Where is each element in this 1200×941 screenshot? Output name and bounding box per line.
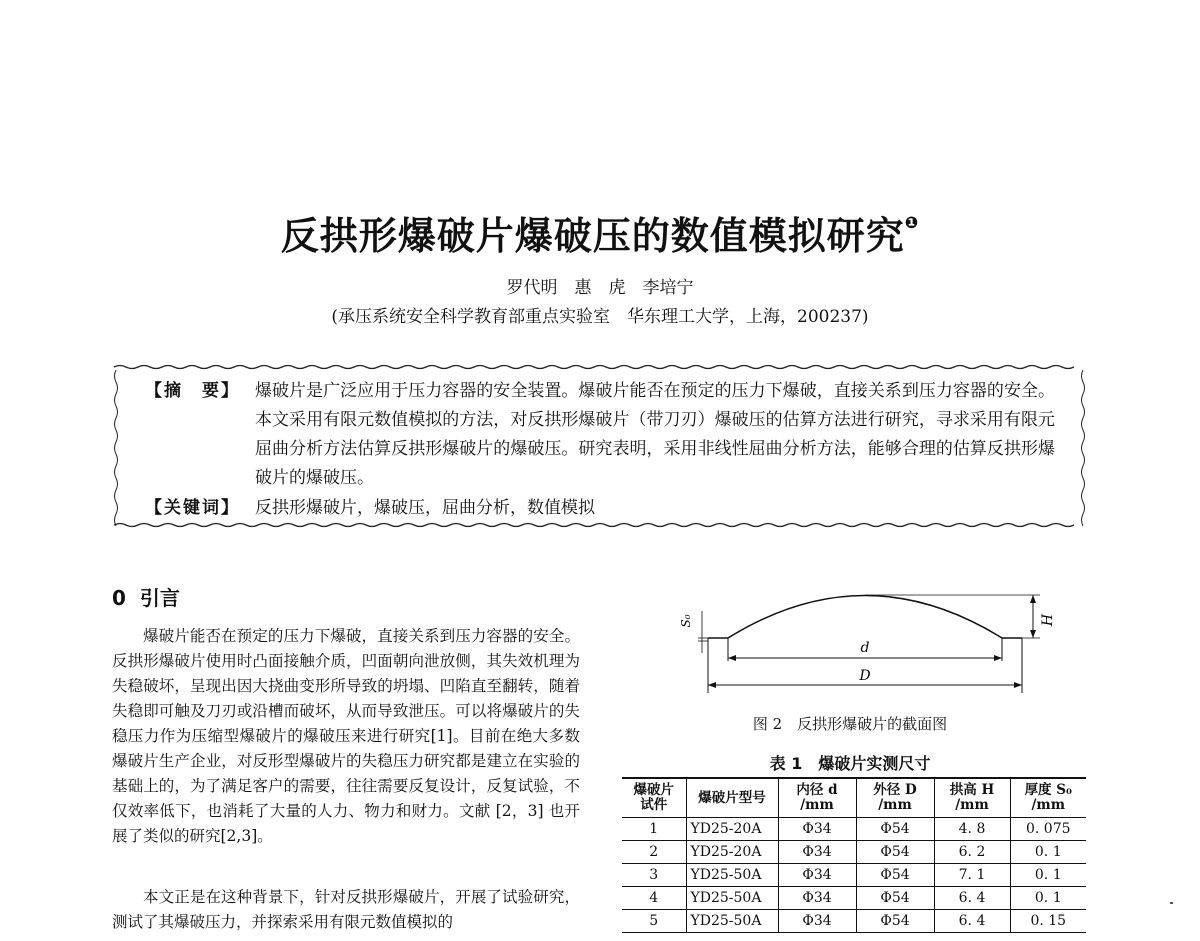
label-S0: S₀ — [679, 614, 693, 628]
cell-inner-diameter: Φ34 — [778, 864, 856, 887]
authors: 罗代明 惠 虎 李培宁 — [506, 278, 694, 298]
cell-thickness: 0. 1 — [1010, 864, 1086, 887]
cell-model: YD25-50A — [686, 910, 778, 933]
keywords-label: 【关键词】 — [145, 498, 240, 518]
paper-title — [0, 205, 1200, 260]
abstract-text: 爆破片是广泛应用于压力容器的安全装置。爆破片能否在预定的压力下爆破，直接关系到压力容器的安全。本文采用有限元数值模拟的方法，对反拱形爆破片（带刀刃）爆破压的估算方法进行研究，寻求采用有限元屈曲分析方法估算反拱形爆破片的爆破压。研究表明，采用非线性屈曲分析方法，能够合理的估算反拱形爆破片的爆破压。 — [255, 381, 1055, 488]
label-H: H — [1040, 613, 1056, 627]
table-row — [622, 887, 1086, 910]
scan-speck — [1170, 902, 1173, 904]
header-outer-diameter: 外径 D /mm — [856, 778, 934, 818]
table-row — [622, 841, 1086, 864]
cell-inner-diameter: Φ34 — [778, 887, 856, 910]
cell-specimen: 3 — [622, 864, 686, 887]
label-d: d — [860, 640, 870, 656]
cell-model: YD25-50A — [686, 887, 778, 910]
cell-arch-height: 7. 1 — [934, 864, 1010, 887]
section-title: 引言 — [139, 586, 180, 610]
cell-outer-diameter: Φ54 — [856, 887, 934, 910]
cell-inner-diameter: Φ34 — [778, 841, 856, 864]
cell-inner-diameter: Φ34 — [778, 818, 856, 841]
cross-section-figure — [660, 583, 1060, 698]
label-D: D — [859, 668, 871, 684]
table-caption: 表 1 爆破片实测尺寸 — [769, 754, 931, 773]
footnote-marker: ❶ — [904, 213, 920, 232]
cell-thickness: 0. 075 — [1010, 818, 1086, 841]
cell-thickness: 0. 1 — [1010, 887, 1086, 910]
cell-outer-diameter: Φ54 — [856, 818, 934, 841]
header-model: 爆破片型号 — [686, 778, 778, 818]
section-number: 0 — [112, 586, 126, 610]
table-row — [622, 910, 1086, 933]
cell-thickness: 0. 15 — [1010, 910, 1086, 933]
cell-arch-height: 6. 2 — [934, 841, 1010, 864]
dimension-table — [622, 777, 1086, 933]
cell-model: YD25-20A — [686, 841, 778, 864]
cell-specimen: 5 — [622, 910, 686, 933]
cell-model: YD25-50A — [686, 864, 778, 887]
cell-model: YD25-20A — [686, 818, 778, 841]
title-text: 反拱形爆破片爆破压的数值模拟研究 — [280, 214, 905, 258]
paragraph-2: 本文正是在这种背景下，针对反拱形爆破片，开展了试验研究，测试了其爆破压力，并探索采用有限元数值模拟的 — [112, 888, 580, 931]
table-row — [622, 818, 1086, 841]
keywords-text: 反拱形爆破片，爆破压，屈曲分析，数值模拟 — [255, 498, 595, 518]
cell-thickness: 0. 1 — [1010, 841, 1086, 864]
header-specimen: 爆破片 试件 — [622, 778, 686, 818]
cell-outer-diameter: Φ54 — [856, 864, 934, 887]
affiliation: (承压系统安全科学教育部重点实验室 华东理工大学，上海，200237) — [331, 307, 869, 327]
header-inner-diameter: 内径 d /mm — [778, 778, 856, 818]
cell-arch-height: 6. 4 — [934, 910, 1010, 933]
figure-caption: 图 2 反拱形爆破片的截面图 — [752, 715, 948, 733]
cell-outer-diameter: Φ54 — [856, 910, 934, 933]
cell-specimen: 4 — [622, 887, 686, 910]
cell-specimen: 1 — [622, 818, 686, 841]
cell-outer-diameter: Φ54 — [856, 841, 934, 864]
cell-arch-height: 6. 4 — [934, 887, 1010, 910]
header-arch-height: 拱高 H /mm — [934, 778, 1010, 818]
table-row — [622, 864, 1086, 887]
cell-inner-diameter: Φ34 — [778, 910, 856, 933]
cell-arch-height: 4. 8 — [934, 818, 1010, 841]
cell-specimen: 2 — [622, 841, 686, 864]
table-header-row — [622, 778, 1086, 818]
header-thickness: 厚度 S₀ /mm — [1010, 778, 1086, 818]
abstract-label: 【摘 要】 — [145, 381, 240, 401]
disc-profile — [708, 596, 1022, 639]
paragraph-1: 爆破片能否在预定的压力下爆破，直接关系到压力容器的安全。反拱形爆破片使用时凸面接触介质，凹面朝向泄放侧，其失效机理为失稳破坏，呈现出因大挠曲变形所导致的坍塌、凹陷直至翻转，随着失稳即可触及刀刃或沿槽而破坏，从而导致泄压。可以将爆破片的失稳压力作为压缩型爆破片的爆破压来进行研究[1]。目前在绝大多数爆破片生产企业，对反形型爆破片的失稳压力研究都是建立在实验的基础上的，为了满足客户的需要，往往需要反复设计，反复试验，不仅效率低下，也消耗了大量的人力、物力和财力。文献 [2，3] 也开展了类似的研究[2,3]。 — [112, 627, 580, 845]
section-heading — [112, 582, 180, 611]
